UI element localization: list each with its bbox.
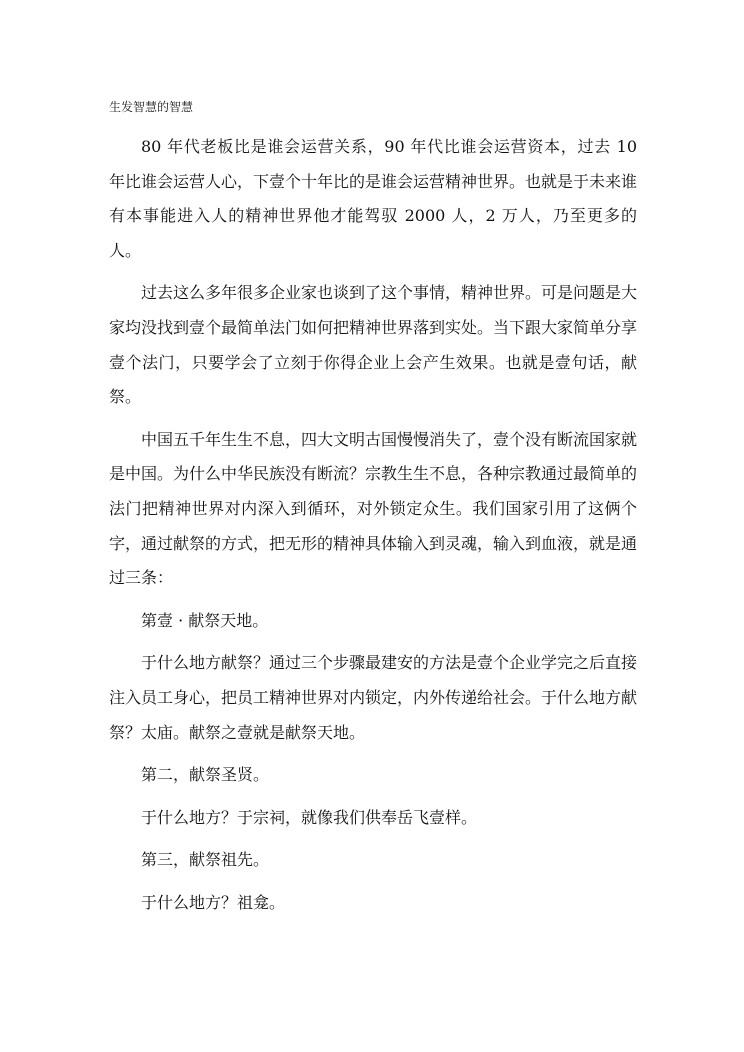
document-body [109,130,637,928]
paragraph-1: 80 年代老板比是谁会运营关系，90 年代比谁会运营资本，过去 10 年比谁会运营人心，下壹个十年比的是谁会运营精神世界。也就是于未来谁有本事能进入人的精神世界他才能驾驭 2000 人，2 万人，乃至更多的人。 [109,137,638,260]
document-title: 生发智慧的智慧 [109,100,194,114]
paragraph-5: 于什么地方献祭？通过三个步骤最建安的方法是壹个企业学完之后直接注入员工身心，把员工精神世界对内锁定，内外传递给社会。于什么地方献祭？太庙。献祭之壹就是献祭天地。 [109,653,638,742]
paragraph-6: 第二，献祭圣贤。 [141,765,270,785]
paragraph-3: 中国五千年生生不息，四大文明古国慢慢消失了，壹个没有断流国家就是中国。为什么中华民族没有断流？宗教生生不息，各种宗教通过最简单的法门把精神世界对内深入到循环，对外锁定众生。我们国家引用了这俩个字，通过献祭的方式，把无形的精神具体输入到灵魂，输入到血液，就是通过三条： [109,429,638,588]
paragraph-8: 第三，献祭祖先。 [141,850,270,870]
paragraph-9: 于什么地方？祖龛。 [141,892,286,912]
paragraph-7: 于什么地方？于宗祠，就像我们供奉岳飞壹样。 [141,807,478,827]
paragraph-4: 第壹 · 献祭天地。 [141,610,269,630]
paragraph-2: 过去这么多年很多企业家也谈到了这个事情，精神世界。可是问题是大家均没找到壹个最简单法门如何把精神世界落到实处。当下跟大家简单分享壹个法门，只要学会了立刻于你得企业上会产生效果。也就是壹句话，献祭。 [109,283,638,407]
